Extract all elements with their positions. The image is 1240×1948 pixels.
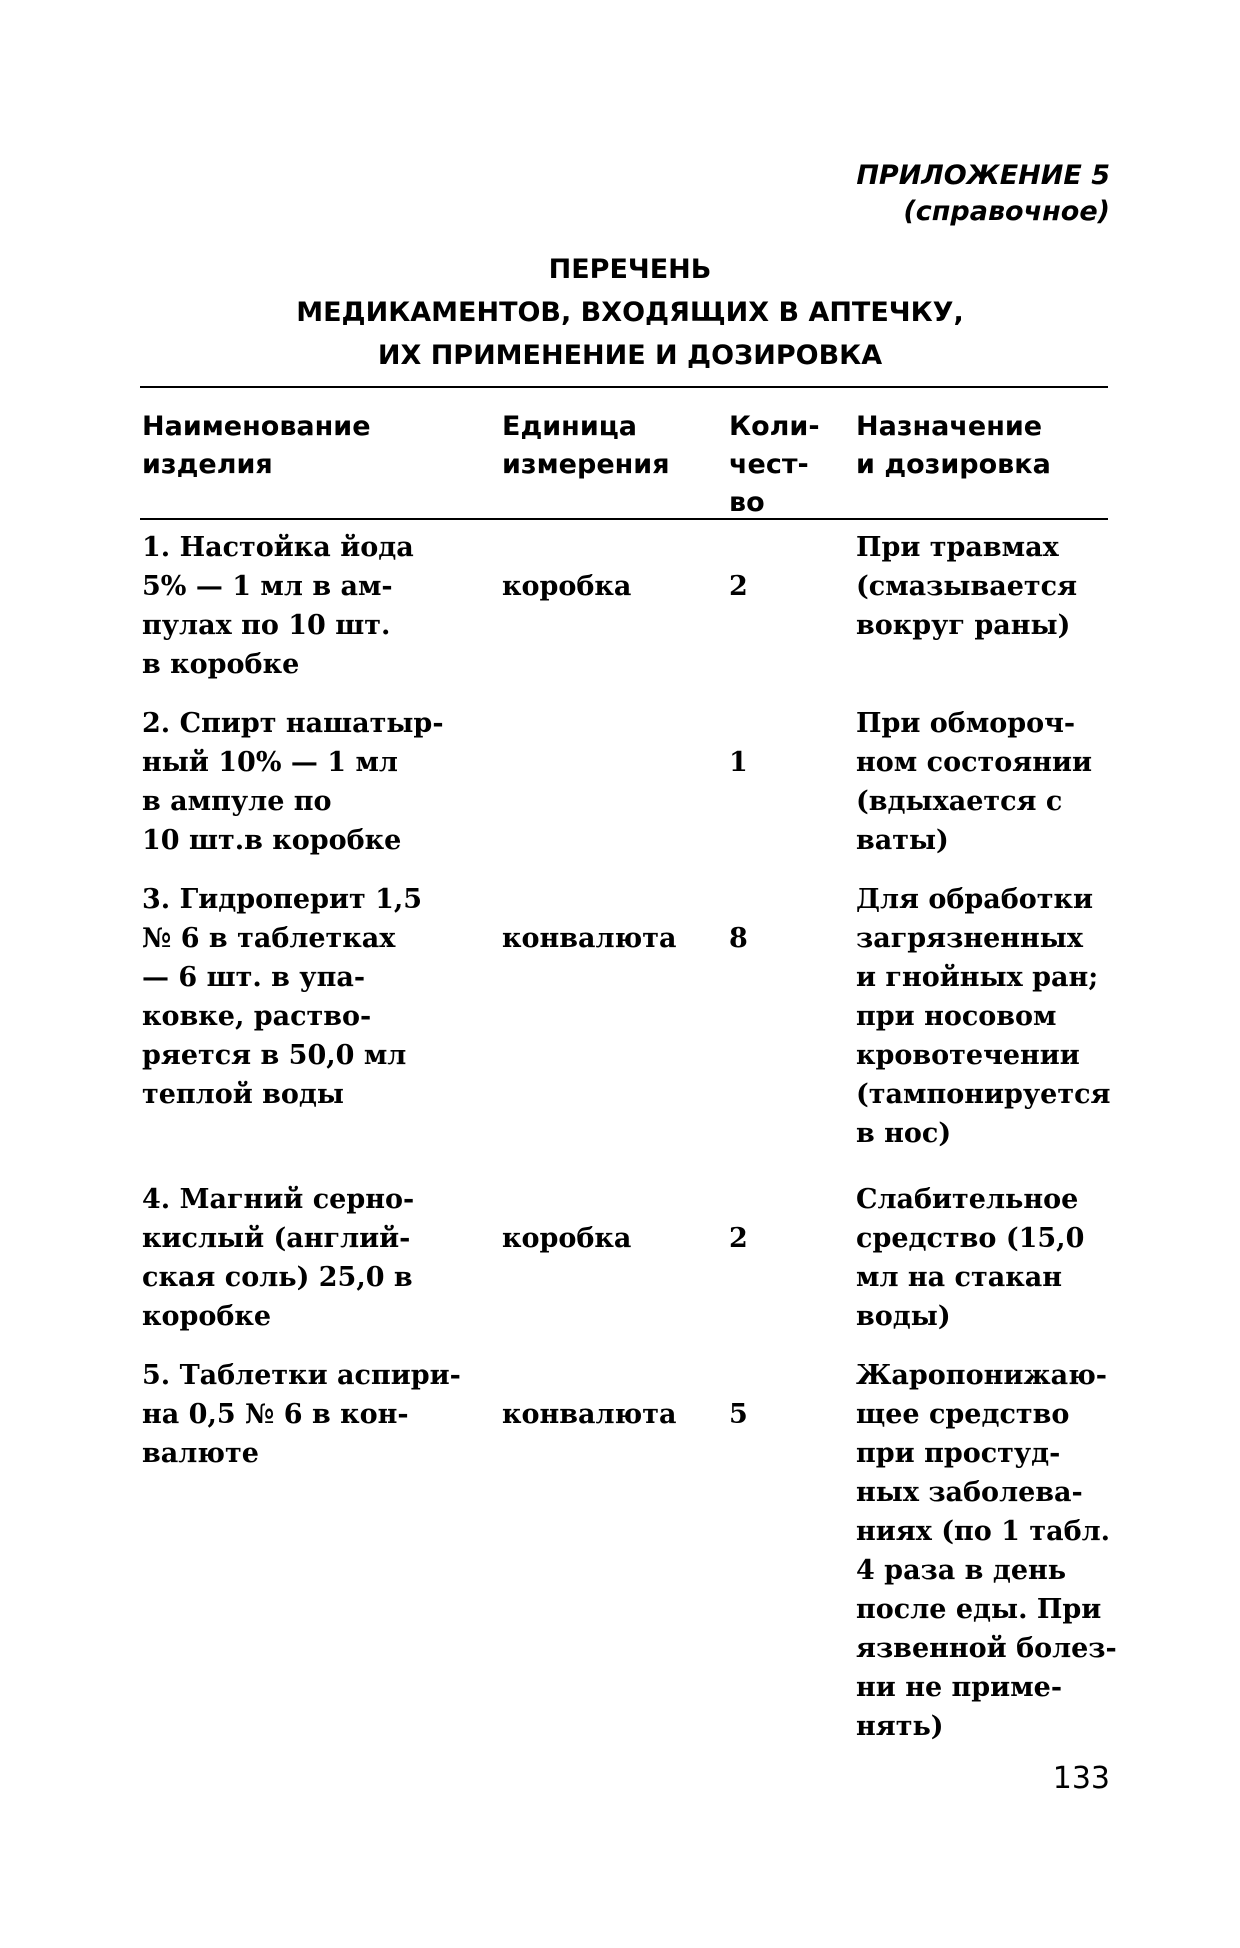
- appendix-label: ПРИЛОЖЕНИЕ 5: [856, 160, 1110, 191]
- cell-use: При обмороч- ном состоянии (вдыхается с ваты): [856, 708, 1093, 856]
- header-name: Наименование изделия: [142, 411, 371, 480]
- header-unit: Единица измерения: [502, 411, 670, 480]
- cell-unit: конвалюта: [502, 923, 677, 954]
- header-qty: Коли- чест- во: [729, 411, 820, 518]
- cell-unit: коробка: [502, 1223, 632, 1254]
- cell-qty: 2: [729, 571, 748, 602]
- page-number: 133: [1052, 1761, 1110, 1796]
- cell-use: Слабительное средство (15,0 мл на стакан воды): [856, 1184, 1085, 1332]
- appendix-header: [856, 158, 1110, 230]
- cell-unit: коробка: [502, 571, 632, 602]
- document-title: [140, 248, 1120, 377]
- table-header-rule: [140, 518, 1108, 520]
- cell-use: Жаропонижаю- щее средство при простуд- ных заболева- ниях (по 1 табл. 4 раза в день после еды. При язвенной болез- ни не приме- нять): [856, 1360, 1117, 1742]
- table-top-rule: [140, 386, 1108, 388]
- cell-qty: 2: [729, 1223, 748, 1254]
- cell-qty: 1: [729, 747, 748, 778]
- cell-name: 1. Настойка йода 5% — 1 мл в ам- пулах по 10 шт. в коробке: [142, 532, 414, 680]
- title-line-1: ПЕРЕЧЕНЬ: [548, 254, 712, 285]
- header-use: Назначение и дозировка: [856, 411, 1051, 480]
- cell-use: Для обработки загрязненных и гнойных ран; при носовом кровотечении (тампонируется в нос): [856, 884, 1111, 1149]
- cell-unit: конвалюта: [502, 1399, 677, 1430]
- title-line-3: ИХ ПРИМЕНЕНИЕ И ДОЗИРОВКА: [377, 340, 883, 371]
- cell-use: При травмах (смазывается вокруг раны): [856, 532, 1078, 641]
- cell-name: 4. Магний серно- кислый (англий- ская соль) 25,0 в коробке: [142, 1184, 415, 1332]
- cell-qty: 5: [729, 1399, 748, 1430]
- cell-name: 2. Спирт нашатыр- ный 10% — 1 мл в ампуле по 10 шт.в коробке: [142, 708, 444, 856]
- cell-name: 5. Таблетки аспири- на 0,5 № 6 в кон- валюте: [142, 1360, 461, 1469]
- appendix-note: (справочное): [903, 196, 1110, 227]
- cell-qty: 8: [729, 923, 748, 954]
- cell-name: 3. Гидроперит 1,5 № 6 в таблетках — 6 шт. в упа- ковке, раство- ряется в 50,0 мл теплой воды: [142, 884, 423, 1110]
- title-line-2: МЕДИКАМЕНТОВ, ВХОДЯЩИХ В АПТЕЧКУ,: [296, 297, 964, 328]
